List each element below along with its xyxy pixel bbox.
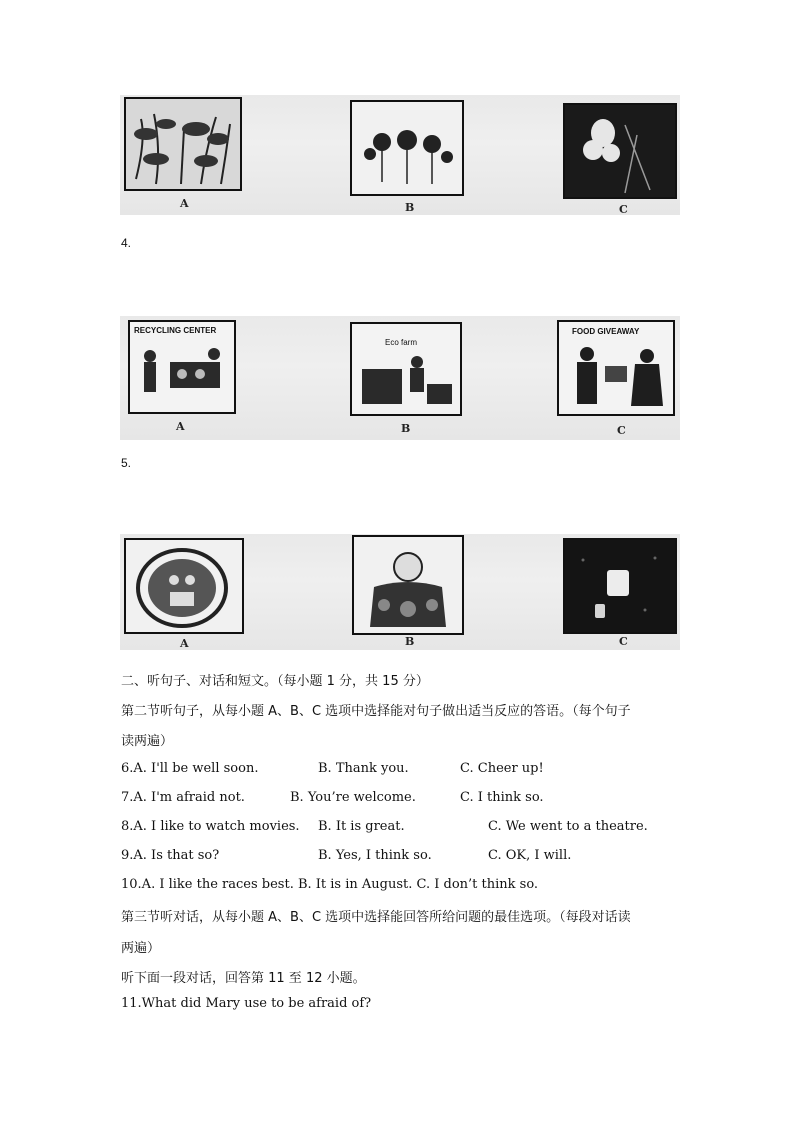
q6-option-b: B. Thank you.: [318, 761, 409, 776]
label-3b: B: [405, 201, 415, 214]
q8-option-a: 8.A. I like to watch movies.: [121, 819, 300, 834]
sign-food-giveaway: FOOD GIVEAWAY: [572, 327, 640, 336]
label-5b: B: [405, 635, 415, 648]
picture-4b: [350, 322, 462, 416]
label-5c: C: [619, 635, 628, 648]
q8-option-b: B. It is great.: [318, 819, 405, 834]
question-10: 10.A. I like the races best. B. It is in August. C. I don’t think so.: [121, 877, 539, 892]
part3-instructions-line1: 第三节听对话，从每小题 A、B、C 选项中选择能回答所给问题的最佳选项。（每段对话读: [121, 910, 631, 925]
label-3c: C: [619, 203, 628, 216]
picture-3b: [350, 100, 464, 196]
picture-5c: [563, 538, 677, 634]
part2-instructions-line1: 第二节听句子，从每小题 A、B、C 选项中选择能对句子做出适当反应的答语。（每个句子: [121, 704, 631, 719]
label-5a: A: [180, 637, 189, 650]
question-11: 11.What did Mary use to be afraid of?: [121, 996, 372, 1011]
part2-instructions-line2: 读两遍）: [121, 734, 174, 749]
part3-instructions-line2: 两遍）: [121, 941, 161, 956]
q9-option-a: 9.A. Is that so?: [121, 848, 220, 863]
dialog-note: 听下面一段对话，回答第 11 至 12 小题。: [121, 971, 366, 986]
question-number-4: 4.: [121, 236, 132, 250]
label-4c: C: [617, 424, 626, 437]
q6-option-c: C. Cheer up!: [460, 761, 544, 776]
picture-5b: [352, 535, 464, 635]
sign-eco-farm: Eco farm: [385, 338, 418, 347]
label-3a: A: [180, 197, 189, 210]
q6-option-a: 6.A. I'll be well soon.: [121, 761, 259, 776]
q7-option-a: 7.A. I'm afraid not.: [121, 790, 245, 805]
q7-option-c: C. I think so.: [460, 790, 544, 805]
picture-3c: [563, 103, 677, 199]
section2-header: 二、听句子、对话和短文。（每小题 1 分，共 15 分）: [121, 674, 429, 689]
q7-option-b: B. You’re welcome.: [290, 790, 416, 805]
q9-option-b: B. Yes, I think so.: [318, 848, 432, 863]
q9-option-c: C. OK, I will.: [488, 848, 572, 863]
picture-5a: [124, 538, 244, 634]
label-4a: A: [176, 420, 185, 433]
label-4b: B: [401, 422, 411, 435]
sign-recycling-center: RECYCLING CENTER: [134, 326, 217, 335]
picture-3a: [124, 97, 242, 191]
question-number-5: 5.: [121, 456, 132, 470]
q8-option-c: C. We went to a theatre.: [488, 819, 648, 834]
